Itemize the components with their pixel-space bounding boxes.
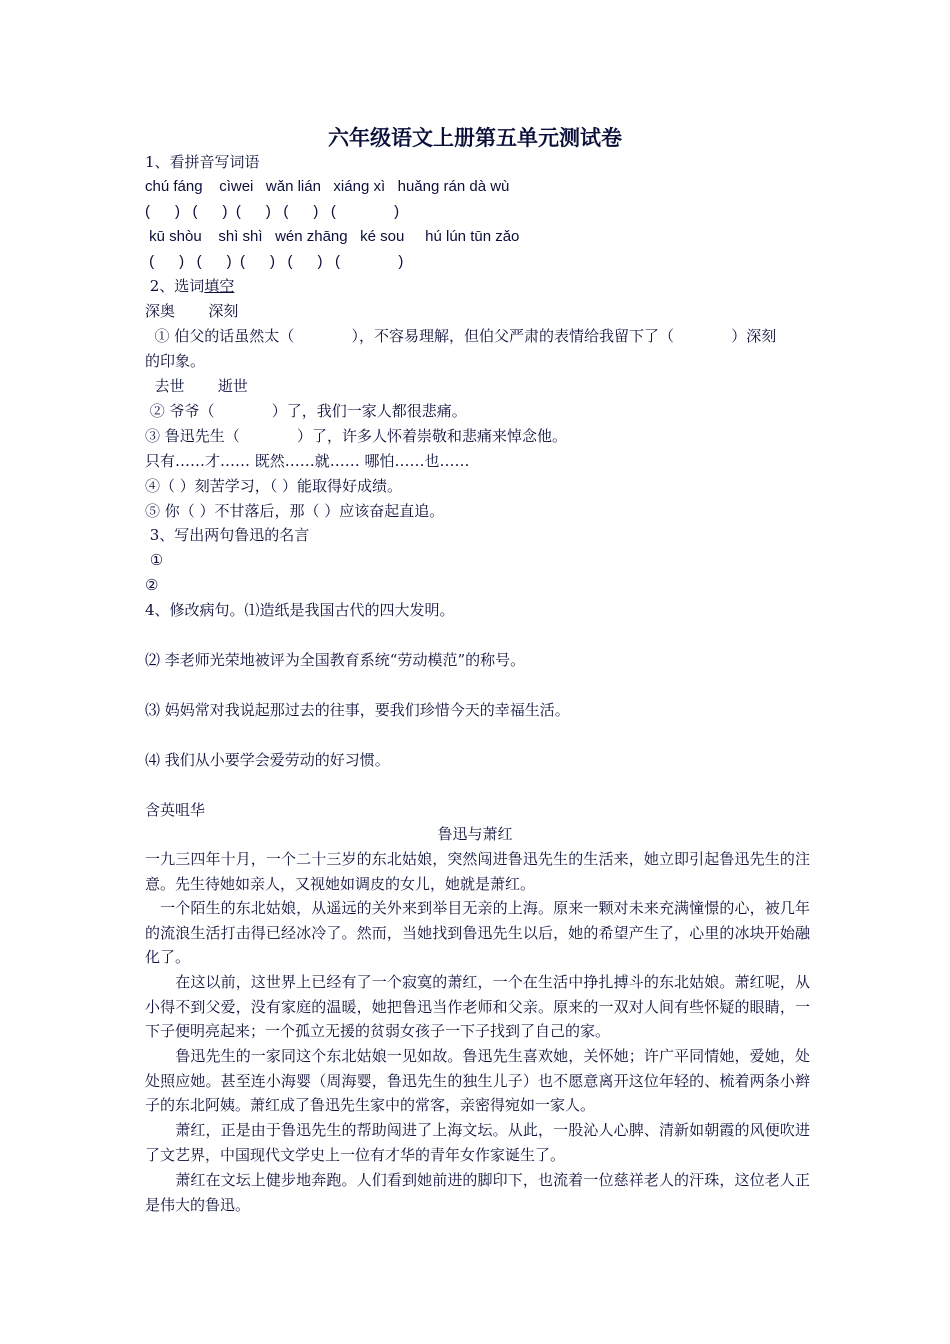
- word-choices-3: 只有……才…… 既然……就…… 哪怕……也……: [145, 452, 470, 470]
- question-5: ⑤ 你（ ）不甘落后，那（ ）应该奋起直追。: [145, 502, 445, 520]
- question-4: ④（ ）刻苦学习，（ ）能取得好成绩。: [145, 477, 403, 495]
- section2-heading-underlined: 填空: [204, 277, 235, 295]
- word-choices-2: 去世 逝世: [145, 377, 248, 395]
- section1-heading: 1、看拼音写词语: [145, 153, 260, 171]
- question-1-line-2: 的印象。: [145, 352, 206, 370]
- blanks-row-1: ( ) ( ) ( ) ( ) ( ): [145, 203, 400, 220]
- section2-heading-prefix: 2、选词: [145, 277, 205, 295]
- page-title: 六年级语文上册第五单元测试卷: [328, 125, 622, 150]
- section4-heading: 4、修改病句。⑴造纸是我国古代的四大发明。: [145, 601, 455, 619]
- question-1-line-1: ① 伯父的话虽然太（ ），不容易理解，但伯父严肃的表情给我留下了（ ）深刻: [145, 327, 777, 345]
- reading-title: 鲁迅与萧红: [437, 825, 513, 843]
- reading-paragraph-3: 在这以前，这世界上已经有了一个寂寞的萧红，一个在生活中挣扎搏斗的东北姑娘。萧红呢，从小得不到父爱，没有家庭的温暖，她把鲁迅当作老师和父亲。原来的一双对人间有些怀疑的眼睛，一下子便明亮起来；一个孤立无援的贫弱女孩子一下子找到了自己的家。: [145, 973, 810, 1040]
- reading-paragraph-6: 萧红在文坛上健步地奔跑。人们看到她前进的脚印下，也流着一位慈祥老人的汗珠，这位老人正是伟大的鲁迅。: [145, 1171, 810, 1214]
- reading-paragraph-1: 一九三四年十月，一个二十三岁的东北姑娘，突然闯进鲁迅先生的生活来，她立即引起鲁迅先生的注意。先生待她如亲人，又视她如调皮的女儿，她就是萧红。: [145, 850, 810, 893]
- sentence-fix-3: ⑶ 妈妈常对我说起那过去的往事，要我们珍惜今天的幸福生活。: [145, 701, 570, 719]
- question-3: ③ 鲁迅先生（ ）了，许多人怀着崇敬和悲痛来悼念他。: [145, 427, 567, 445]
- blanks-row-2: ( ) ( ) ( ) ( ) ( ): [145, 253, 404, 270]
- quote-item-2: ②: [145, 576, 159, 594]
- question-2: ② 爷爷（ ）了，我们一家人都很悲痛。: [145, 402, 467, 420]
- section3-heading: 3、写出两句鲁迅的名言: [145, 526, 310, 544]
- reading-section-label: 含英咀华: [145, 801, 206, 819]
- word-choices-1: 深奥 深刻: [145, 302, 239, 320]
- sentence-fix-2: ⑵ 李老师光荣地被评为全国教育系统“劳动模范”的称号。: [145, 651, 526, 669]
- sentence-fix-4: ⑷ 我们从小要学会爱劳动的好习惯。: [145, 751, 390, 769]
- section2-heading: [145, 276, 234, 296]
- reading-paragraph-5: 萧红，正是由于鲁迅先生的帮助闯进了上海文坛。从此，一股沁人心脾、清新如朝霞的风便吹进了文艺界，中国现代文学史上一位有才华的青年女作家诞生了。: [145, 1121, 810, 1164]
- quote-item-1: ①: [145, 551, 164, 569]
- reading-paragraph-4: 鲁迅先生的一家同这个东北姑娘一见如故。鲁迅先生喜欢她，关怀她；许广平同情她，爱她，处处照应她。甚至连小海婴（周海婴，鲁迅先生的独生儿子）也不愿意离开这位年轻的、梳着两条小辫子的东北阿姨。萧红成了鲁迅先生家中的常客，亲密得宛如一家人。: [145, 1047, 810, 1114]
- pinyin-row-2: kū shòu shì shì wén zhāng ké sou hú lún tūn zǎo: [145, 228, 520, 245]
- pinyin-row-1: chú fáng cìwei wǎn lián xiáng xì huǎng rán dà wù: [145, 178, 510, 195]
- reading-paragraph-2: 一个陌生的东北姑娘，从遥远的关外来到举目无亲的上海。原来一颗对未来充满憧憬的心，被几年的流浪生活打击得已经冰冷了。然而，当她找到鲁迅先生以后，她的希望产生了，心里的冰块开始融化了。: [145, 899, 810, 966]
